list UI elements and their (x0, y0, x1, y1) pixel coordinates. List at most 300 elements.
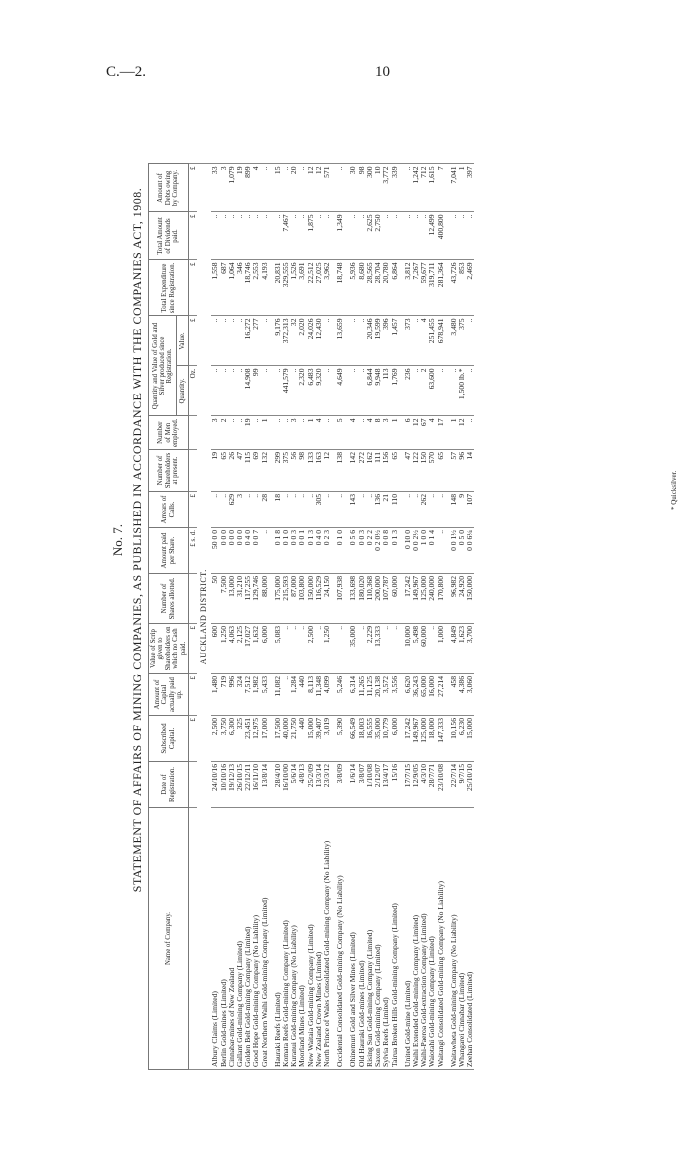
cell-quantity: 9,948 (374, 366, 382, 416)
cell-holders: 47 (404, 450, 412, 492)
cell-scrip: 5,083 (274, 624, 282, 674)
cell-per-share: 0 1 0 (336, 528, 344, 574)
cell-employed: 1 (261, 416, 269, 450)
table-row (366, 164, 374, 1070)
cell-value: .. (261, 316, 269, 366)
cell-quantity: .. (274, 366, 282, 416)
cell-value: .. (228, 316, 236, 366)
cell-expenditure: 3,962 (323, 260, 331, 316)
mining-companies-table (148, 164, 474, 1071)
table-row (349, 164, 357, 1070)
cell-per-share: 0 1 3 (307, 528, 315, 574)
cell-employed: 19 (244, 416, 252, 450)
cell-name: Albury Claims (Limited) (211, 808, 219, 1070)
cell-per-share: 0 0 1½ (450, 528, 458, 574)
district-row (197, 164, 211, 1070)
cell-employed: 4 (315, 416, 323, 450)
cell-scrip: 2,500 (307, 624, 315, 674)
cell-dividends: .. (450, 212, 458, 260)
cell-employed: .. (466, 416, 474, 450)
cell-per-share: 0 0 0 (228, 528, 236, 574)
cell-value: 9,176 (274, 316, 282, 366)
cell-date: 24/10/16 (211, 762, 219, 808)
cell-debts: 15 (274, 164, 282, 212)
cell-holders: 96 (458, 450, 466, 492)
cell-date: 5/6/14 (290, 762, 298, 808)
cell-per-share: 50 0 0 (211, 528, 219, 574)
cell-scrip: 1,250 (323, 624, 331, 674)
cell-shares: 150,000 (307, 574, 315, 624)
cell-per-share: .. (437, 528, 445, 574)
cell-debts: .. (298, 164, 306, 212)
cell-date: 15/16 (391, 762, 399, 808)
cell-holders: 299 (274, 450, 282, 492)
table-row (261, 164, 269, 1070)
cell-name: Saxon Gold-mining Company (Limited) (374, 808, 382, 1070)
cell-name: Gallant Gold-mining Company (Limited) (236, 808, 244, 1070)
cell-holders: 56 (290, 450, 298, 492)
cell-debts: 12 (315, 164, 323, 212)
cell-holders: 19 (211, 450, 219, 492)
cell-holders: 142 (349, 450, 357, 492)
cell-arrears: .. (428, 492, 436, 528)
cell-debts: 1 (458, 164, 466, 212)
cell-paid: 7,512 (244, 674, 252, 716)
cell-value: 1,457 (391, 316, 399, 366)
cell-expenditure: 18,748 (336, 260, 344, 316)
cell-date: 3/8/07 (358, 762, 366, 808)
cell-employed: 12 (458, 416, 466, 450)
cell-paid: 1,284 (290, 674, 298, 716)
cell-employed: 4 (349, 416, 357, 450)
cell-subscribed: 6,230 (458, 716, 466, 762)
cell-quantity: 1,769 (391, 366, 399, 416)
cell-dividends: .. (290, 212, 298, 260)
cell-date: 23/10/08 (437, 762, 445, 808)
cell-dividends: .. (274, 212, 282, 260)
cell-shares: 103,800 (298, 574, 306, 624)
cell-holders: 272 (358, 450, 366, 492)
cell-quantity: .. (437, 366, 445, 416)
col-employed-header: Number of Men employed. (149, 416, 189, 450)
cell-subscribed: 35,000 (374, 716, 382, 762)
cell-per-share: 0 0 8 (382, 528, 390, 574)
cell-holders: 150 (420, 450, 428, 492)
cell-shares: 107,787 (382, 574, 390, 624)
cell-arrears: .. (211, 492, 219, 528)
cell-debts: 397 (466, 164, 474, 212)
cell-arrears: .. (282, 492, 290, 528)
cell-expenditure: 329,555 (282, 260, 290, 316)
cell-expenditure: 3,812 (404, 260, 412, 316)
cell-dividends: 2,625 (366, 212, 374, 260)
cell-arrears: .. (366, 492, 374, 528)
cell-per-share: .. (261, 528, 269, 574)
cell-holders: 57 (450, 450, 458, 492)
cell-arrears: 629 (228, 492, 236, 528)
cell-expenditure: 1,558 (211, 260, 219, 316)
cell-scrip: 3,700 (466, 624, 474, 674)
cell-dividends: .. (404, 212, 412, 260)
cell-debts: 571 (323, 164, 331, 212)
cell-employed: .. (358, 416, 366, 450)
col-holders-header: Number of Shareholders at present. (149, 450, 189, 492)
cell-debts: 19 (236, 164, 244, 212)
cell-paid: 996 (228, 674, 236, 716)
cell-holders: 65 (437, 450, 445, 492)
col-name-header: Name of Company. (149, 808, 189, 1070)
statement-title: STATEMENT OF AFFAIRS OF MINING COMPANIES, AS PUBLISHED IN ACCORDANCE WITH THE COMPANIES ACT, 1908. (130, 187, 144, 893)
cell-quantity: .. (228, 366, 236, 416)
cell-subscribed: 10,779 (382, 716, 390, 762)
cell-arrears: 28 (261, 492, 269, 528)
cell-holders: 122 (412, 450, 420, 492)
cell-arrears: .. (336, 492, 344, 528)
cell-expenditure: 22,512 (307, 260, 315, 316)
cell-shares: 175,000 (274, 574, 282, 624)
cell-paid: 3,572 (382, 674, 390, 716)
cell-holders: 14 (466, 450, 474, 492)
cell-scrip: 1,000 (437, 624, 445, 674)
cell-employed: 8 (374, 416, 382, 450)
cell-value: .. (349, 316, 357, 366)
cell-scrip: 13,333 (374, 624, 382, 674)
cell-paid: 11,125 (366, 674, 374, 716)
unit-pound: £ (189, 674, 198, 716)
cell-per-share: 0 0 2½ (412, 528, 420, 574)
cell-dividends: .. (382, 212, 390, 260)
table-row (211, 164, 219, 1070)
cell-arrears: .. (298, 492, 306, 528)
cell-scrip: .. (358, 624, 366, 674)
cell-per-share: 0 0 3 (290, 528, 298, 574)
cell-paid: 11,348 (315, 674, 323, 716)
cell-value: 251,455 (428, 316, 436, 366)
cell-shares: 150,000 (466, 574, 474, 624)
cell-name: Waiotahi Gold-mining Company (Limited) (428, 808, 436, 1070)
cell-value: .. (220, 316, 228, 366)
cell-expenditure: 6,864 (391, 260, 399, 316)
col-per-share-header: Amount paid per Share. (149, 528, 189, 574)
cell-shares: 180,020 (358, 574, 366, 624)
cell-name: New Zealand Crown Mines (Limited) (315, 808, 323, 1070)
cell-date: 26/10/15 (236, 762, 244, 808)
cell-shares: 200,000 (374, 574, 382, 624)
cell-debts: 1,615 (428, 164, 436, 212)
unit-pound: £ (189, 316, 198, 366)
cell-expenditure: 3,691 (298, 260, 306, 316)
cell-debts: 1,242 (412, 164, 420, 212)
cell-debts: 300 (366, 164, 374, 212)
cell-date: 12/9/05 (412, 762, 420, 808)
cell-value: 277 (252, 316, 260, 366)
cell-subscribed: 17,242 (404, 716, 412, 762)
cell-scrip: 4,849 (450, 624, 458, 674)
cell-dividends: .. (466, 212, 474, 260)
cell-per-share: 0 2 2 (366, 528, 374, 574)
cell-quantity: .. (466, 366, 474, 416)
cell-dividends: .. (261, 212, 269, 260)
cell-date: 16/10/00 (282, 762, 290, 808)
cell-dividends: 400,800 (437, 212, 445, 260)
cell-paid: 3,556 (391, 674, 399, 716)
cell-quantity: .. (211, 366, 219, 416)
cell-arrears: 148 (450, 492, 458, 528)
cell-subscribed: 147,333 (437, 716, 445, 762)
cell-subscribed: 6,300 (228, 716, 236, 762)
cell-per-share: 0 0 1 (298, 528, 306, 574)
cell-debts: 3 (220, 164, 228, 212)
cell-dividends: .. (315, 212, 323, 260)
cell-per-share: 1 0 0 (420, 528, 428, 574)
cell-per-share: 0 5 0 (458, 528, 466, 574)
cell-dividends: .. (391, 212, 399, 260)
cell-date: 13/3/14 (315, 762, 323, 808)
cell-name: Tairua Broken Hills Gold-mining Company (Limited) (391, 808, 399, 1070)
cell-subscribed: 17,000 (261, 716, 269, 762)
cell-debts: 12 (307, 164, 315, 212)
cell-dividends: .. (236, 212, 244, 260)
cell-employed: 4 (366, 416, 374, 450)
cell-date: 28/4/10 (274, 762, 282, 808)
cell-scrip: .. (290, 624, 298, 674)
cell-quantity: 6,483 (307, 366, 315, 416)
cell-employed: 17 (437, 416, 445, 450)
cell-debts: 339 (391, 164, 399, 212)
table-number: No. 7. (110, 523, 125, 557)
col-quantity-header: Quantity. (177, 366, 189, 416)
cell-arrears: 136 (374, 492, 382, 528)
cell-value: 13,659 (336, 316, 344, 366)
cell-arrears: 3 (236, 492, 244, 528)
cell-scrip: .. (428, 624, 436, 674)
cell-employed: 1 (307, 416, 315, 450)
cell-paid: 1,480 (211, 674, 219, 716)
cell-subscribed: 2,500 (211, 716, 219, 762)
cell-shares: 13,000 (228, 574, 236, 624)
cell-quantity: 1,500 lb.* (458, 366, 466, 416)
cell-expenditure: 346 (236, 260, 244, 316)
cell-quantity: .. (323, 366, 331, 416)
cell-scrip: 5,498 (412, 624, 420, 674)
cell-subscribed: 125,000 (420, 716, 428, 762)
cell-scrip: .. (336, 624, 344, 674)
cell-dividends: .. (252, 212, 260, 260)
cell-dividends: 1,349 (336, 212, 344, 260)
cell-debts: 4 (252, 164, 260, 212)
cell-quantity: .. (290, 366, 298, 416)
cell-dividends: .. (358, 212, 366, 260)
unit-pound: £ (189, 624, 198, 674)
cell-scrip: 2,125 (236, 624, 244, 674)
cell-scrip: 4,063 (228, 624, 236, 674)
statement-heading (110, 10, 145, 1070)
cell-per-share: 0 0 0 (220, 528, 228, 574)
cell-value: 24,026 (307, 316, 315, 366)
cell-employed: .. (298, 416, 306, 450)
cell-name: New Waitaia Gold-mining Company (Limited) (307, 808, 315, 1070)
table-row (336, 164, 344, 1070)
cell-date: 10/10/16 (220, 762, 228, 808)
cell-dividends: 7,467 (282, 212, 290, 260)
footnote: * Quicksilver. (670, 470, 678, 510)
cell-per-share: 0 1 4 (428, 528, 436, 574)
cell-name: Occidental Consolidated Gold-mining Company (No Liability) (336, 808, 344, 1070)
cell-shares: 107,938 (336, 574, 344, 624)
cell-per-share: 0 0 6¼ (466, 528, 474, 574)
cell-expenditure: 27,025 (315, 260, 323, 316)
table-row (458, 164, 466, 1070)
cell-scrip: .. (298, 624, 306, 674)
cell-date: 25/2/09 (307, 762, 315, 808)
cell-per-share: 0 0 0 (236, 528, 244, 574)
cell-shares: 24,150 (323, 574, 331, 624)
cell-holders: 115 (244, 450, 252, 492)
cell-holders: 65 (391, 450, 399, 492)
cell-per-share: 0 1 3 (391, 528, 399, 574)
cell-scrip: 600 (211, 624, 219, 674)
cell-debts: .. (261, 164, 269, 212)
cell-name: Great Northern Waihi Gold-mining Company (Limited) (261, 808, 269, 1070)
cell-subscribed: 40,000 (282, 716, 290, 762)
cell-name: Kuranui Gold-mining Company (No Liability) (290, 808, 298, 1070)
col-scrip-header: Value of Scrip given to Shareholders on which no Cash paid. (149, 624, 189, 674)
cell-shares: 60,000 (391, 574, 399, 624)
cell-quantity: .. (349, 366, 357, 416)
cell-name: Good Hope Gold-mining Company (No Liability) (252, 808, 260, 1070)
col-value-header: Value. (177, 316, 189, 366)
cell-debts: 7 (437, 164, 445, 212)
cell-date: 16/11/10 (252, 762, 260, 808)
cell-employed: .. (274, 416, 282, 450)
cell-arrears: 9 (458, 492, 466, 528)
col-debts-header: Amount of Debts owing by Company. (149, 164, 189, 212)
cell-scrip: 2,229 (366, 624, 374, 674)
cell-paid: 3,060 (466, 674, 474, 716)
cell-date: 9/7/15 (458, 762, 466, 808)
unit-pound: £ (189, 716, 198, 762)
cell-paid: 6,620 (404, 674, 412, 716)
cell-value: 375 (458, 316, 466, 366)
cell-value: 16,272 (244, 316, 252, 366)
cell-value: 19,599 (374, 316, 382, 366)
col-gold-group-header: Quantity and Value of Gold and Silver produced since Registration. (149, 316, 177, 416)
cell-employed: 3 (382, 416, 390, 450)
cell-shares: 50 (211, 574, 219, 624)
cell-expenditure: 5,936 (349, 260, 357, 316)
cell-shares: 7,500 (220, 574, 228, 624)
cell-holders: 69 (252, 450, 260, 492)
table-row (228, 164, 236, 1070)
table-row (466, 164, 474, 1070)
table-row (450, 164, 458, 1070)
table-row (437, 164, 445, 1070)
cell-holders: 98 (298, 450, 306, 492)
cell-dividends: .. (420, 212, 428, 260)
cell-name: Hauraki Reefs (Limited) (274, 808, 282, 1070)
cell-subscribed: 16,555 (366, 716, 374, 762)
unit-oz: Oz. (189, 366, 198, 416)
cell-value: 372,313 (282, 316, 290, 366)
cell-name: Waitangi Consolidated Gold-mining Company (No Liability) (437, 808, 445, 1070)
cell-dividends: .. (228, 212, 236, 260)
cell-scrip: 35,000 (349, 624, 357, 674)
cell-scrip: 60,000 (420, 624, 428, 674)
cell-paid: 27,214 (437, 674, 445, 716)
cell-employed: 1 (450, 416, 458, 450)
unit-pound: £ (189, 164, 198, 212)
cell-debts: 30 (349, 164, 357, 212)
cell-expenditure: 281,364 (437, 260, 445, 316)
cell-employed: .. (323, 416, 331, 450)
cell-arrears: 305 (315, 492, 323, 528)
cell-expenditure: 1,064 (228, 260, 236, 316)
cell-date: 28/7/71 (428, 762, 436, 808)
cell-paid: 8,113 (307, 674, 315, 716)
cell-value: 2,020 (298, 316, 306, 366)
table-row (323, 164, 331, 1070)
cell-expenditure: 28,704 (374, 260, 382, 316)
cell-quantity: .. (450, 366, 458, 416)
cell-shares: 110,368 (366, 574, 374, 624)
cell-paid: .. (282, 674, 290, 716)
cell-scrip: 1,250 (220, 624, 228, 674)
cell-arrears: .. (290, 492, 298, 528)
cell-paid: 16,000 (428, 674, 436, 716)
cell-value: 3,480 (450, 316, 458, 366)
cell-paid: 5,433 (261, 674, 269, 716)
cell-subscribed: 12,975 (252, 716, 260, 762)
page-reference: C.—2. (106, 64, 147, 80)
cell-debts: .. (404, 164, 412, 212)
cell-name: Rising Sun Gold-mining Company (Limited) (366, 808, 374, 1070)
cell-date: 23/3/12 (323, 762, 331, 808)
cell-holders: 156 (382, 450, 390, 492)
unit-pound: £ (189, 260, 198, 316)
cell-per-share: 0 4 0 (315, 528, 323, 574)
cell-name: Berlin Gold-mines (Limited) (220, 808, 228, 1070)
cell-employed: 2 (220, 416, 228, 450)
unit-pound: £ (189, 492, 198, 528)
cell-expenditure: 43,726 (450, 260, 458, 316)
cell-paid: 11,265 (358, 674, 366, 716)
cell-date: 2/12/07 (374, 762, 382, 808)
cell-quantity: .. (358, 366, 366, 416)
table-row (220, 164, 228, 1070)
cell-expenditure: 687 (220, 260, 228, 316)
cell-date: 22/12/11 (244, 762, 252, 808)
cell-employed: .. (236, 416, 244, 450)
cell-scrip: 10,000 (404, 624, 412, 674)
cell-shares: 116,529 (315, 574, 323, 624)
cell-value: 678,941 (437, 316, 445, 366)
cell-arrears: .. (307, 492, 315, 528)
cell-expenditure: 20,780 (382, 260, 390, 316)
cell-value: 373 (404, 316, 412, 366)
cell-quantity: .. (220, 366, 228, 416)
cell-debts: 20 (290, 164, 298, 212)
cell-quantity: 99 (252, 366, 260, 416)
cell-per-share: 0 1 0 (282, 528, 290, 574)
cell-date: 1/10/08 (366, 762, 374, 808)
cell-debts: .. (282, 164, 290, 212)
cell-arrears: .. (404, 492, 412, 528)
cell-quantity: .. (261, 366, 269, 416)
cell-employed: .. (282, 416, 290, 450)
col-shares-header: Number of Shares allotted. (149, 574, 189, 624)
cell-subscribed: 18,000 (428, 716, 436, 762)
cell-holders: 26 (228, 450, 236, 492)
